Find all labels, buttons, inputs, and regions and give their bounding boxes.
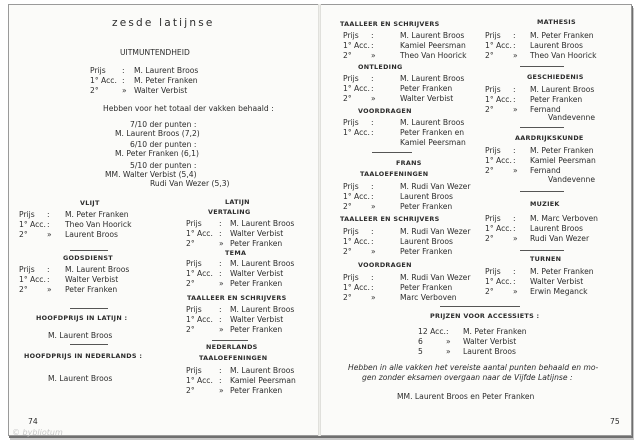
award-label: 1° Acc. bbox=[19, 275, 46, 284]
award-name: Laurent Broos bbox=[400, 192, 453, 201]
award-name: Kamiel Peersman bbox=[400, 138, 466, 147]
award-name: Peter Franken bbox=[230, 279, 283, 288]
section-divider bbox=[520, 250, 564, 251]
award-name: M. Peter Franken bbox=[530, 31, 594, 40]
award-separator: : bbox=[47, 275, 50, 284]
award-separator: » bbox=[219, 386, 224, 395]
award-name: Theo Van Hoorick bbox=[400, 51, 467, 60]
award-label: Prijs bbox=[343, 227, 359, 236]
award-name: Laurent Broos bbox=[400, 237, 453, 246]
subheading-ontleding: ONTLEDING bbox=[358, 63, 403, 71]
award-separator: » bbox=[371, 293, 376, 302]
award-separator: : bbox=[371, 192, 374, 201]
award-label: 1° Acc. bbox=[485, 41, 512, 50]
page-number-left: 74 bbox=[28, 417, 38, 426]
section-divider bbox=[70, 344, 108, 345]
award-label: 1° Acc. bbox=[343, 283, 370, 292]
award-name: M. Peter Franken bbox=[530, 267, 594, 276]
award-separator: » bbox=[513, 51, 518, 60]
award-separator: : bbox=[513, 41, 516, 50]
section-heading-nederlands: NEDERLANDS bbox=[206, 343, 258, 351]
award-label: Prijs bbox=[485, 31, 501, 40]
section-divider bbox=[520, 127, 564, 128]
award-separator: : bbox=[47, 210, 50, 219]
award-name: Peter Franken bbox=[400, 202, 453, 211]
subheading-voordragen: VOORDRAGEN bbox=[358, 107, 412, 115]
award-separator: : bbox=[371, 182, 374, 191]
section-divider bbox=[70, 250, 108, 251]
award-separator: » bbox=[513, 287, 518, 296]
award-label: Prijs bbox=[186, 219, 202, 228]
award-name: Theo Van Hoorick bbox=[530, 51, 597, 60]
award-label: 1° Acc. bbox=[19, 220, 46, 229]
subheading-voordragen: VOORDRAGEN bbox=[358, 261, 412, 269]
score-line: 7/10 der punten : bbox=[130, 120, 197, 129]
award-label: Prijs bbox=[186, 305, 202, 314]
section-divider bbox=[520, 191, 564, 192]
award-name: Walter Verbist bbox=[530, 277, 584, 286]
award-name: Peter Franken bbox=[65, 285, 118, 294]
award-label: 2° bbox=[19, 285, 28, 294]
section-heading-frans: FRANS bbox=[396, 159, 422, 167]
award-separator: » bbox=[513, 105, 518, 114]
award-separator: : bbox=[513, 156, 516, 165]
award-separator: » bbox=[47, 230, 52, 239]
section-heading-aardrijkskunde: AARDRIJKSKUNDE bbox=[515, 134, 584, 142]
award-name: M. Rudi Van Wezer bbox=[400, 227, 471, 236]
award-name: M. Laurent Broos bbox=[230, 219, 295, 228]
award-label: Prijs bbox=[343, 182, 359, 191]
award-separator: » bbox=[219, 325, 224, 334]
award-label: 2° bbox=[343, 51, 352, 60]
award-label: 1° Acc. bbox=[186, 229, 213, 238]
award-label: 2° bbox=[485, 51, 494, 60]
award-label: 2° bbox=[343, 94, 352, 103]
section-heading-hoofdprijs-latijn: HOOFDPRIJS IN LATIJN : bbox=[36, 314, 128, 322]
award-separator: : bbox=[219, 366, 222, 375]
award-label: 2° bbox=[343, 202, 352, 211]
award-name: Walter Verbist bbox=[400, 94, 454, 103]
award-separator: : bbox=[219, 219, 222, 228]
award-name: M. Peter Franken bbox=[463, 327, 527, 336]
award-separator: : bbox=[513, 31, 516, 40]
award-separator: : bbox=[371, 118, 374, 127]
score-line: M. Peter Franken (6,1) bbox=[115, 149, 199, 158]
award-name: M. Laurent Broos bbox=[48, 331, 113, 340]
page-title: zesde latijnse bbox=[112, 17, 215, 29]
award-label: 1° Acc. bbox=[186, 269, 213, 278]
subheading-taalleer: TAALLEER EN SCHRIJVERS bbox=[187, 294, 287, 302]
section-heading-uitmuntendheid: UITMUNTENDHEID bbox=[120, 48, 190, 57]
section-heading-turnen: TURNEN bbox=[530, 255, 562, 263]
section-heading-godsdienst: GODSDIENST bbox=[63, 254, 113, 262]
award-name: M. Rudi Van Wezer bbox=[400, 182, 471, 191]
award-label: Prijs bbox=[343, 273, 359, 282]
award-name: Kamiel Peersman bbox=[400, 41, 466, 50]
award-label: 2° bbox=[485, 287, 494, 296]
section-divider bbox=[440, 306, 520, 307]
award-separator: » bbox=[446, 347, 451, 356]
section-divider bbox=[212, 340, 248, 341]
award-name: Theo Van Hoorick bbox=[65, 220, 132, 229]
award-label: Prijs bbox=[90, 66, 106, 75]
award-separator: : bbox=[219, 229, 222, 238]
award-name: M. Laurent Broos bbox=[230, 259, 295, 268]
award-label: 1° Acc. bbox=[485, 156, 512, 165]
award-label: 2° bbox=[186, 386, 195, 395]
award-separator: : bbox=[513, 277, 516, 286]
award-name: Laurent Broos bbox=[530, 41, 583, 50]
award-label: 1° Acc. bbox=[343, 84, 370, 93]
subheading-taalleer-schrijvers: TAALLEER EN SCHRIJVERS bbox=[340, 215, 440, 223]
award-separator: » bbox=[371, 51, 376, 60]
section-heading-geschiedenis: GESCHIEDENIS bbox=[527, 73, 584, 81]
section-heading-latijn: LATIJN bbox=[225, 198, 250, 206]
award-separator: » bbox=[371, 247, 376, 256]
award-name: Peter Franken bbox=[400, 247, 453, 256]
award-label: Prijs bbox=[343, 74, 359, 83]
award-name: M. Marc Verboven bbox=[530, 214, 598, 223]
award-separator: : bbox=[371, 74, 374, 83]
watermark: © bybliotum bbox=[12, 428, 63, 437]
award-label: 1° Acc. bbox=[186, 376, 213, 385]
total-sentence: Hebben voor het totaal der vakken behaald : bbox=[103, 104, 274, 113]
award-label: Prijs bbox=[343, 31, 359, 40]
score-line: M. Laurent Broos (7,2) bbox=[115, 129, 200, 138]
award-name: Walter Verbist bbox=[463, 337, 517, 346]
award-label: 1° Acc. bbox=[343, 237, 370, 246]
award-separator: : bbox=[513, 146, 516, 155]
award-separator: : bbox=[122, 76, 125, 85]
award-name: M. Rudi Van Wezer bbox=[400, 273, 471, 282]
award-name: Peter Franken bbox=[230, 239, 283, 248]
award-separator: » bbox=[371, 202, 376, 211]
score-line: 5/10 der punten : bbox=[130, 161, 197, 170]
award-label: 1° Acc. bbox=[186, 315, 213, 324]
award-label: 2° bbox=[485, 105, 494, 114]
subheading-taalleer-schrijvers: TAALLEER EN SCHRIJVERS bbox=[340, 20, 440, 28]
award-label: 2° bbox=[343, 247, 352, 256]
award-name: Fernand bbox=[530, 166, 561, 175]
award-name: Laurent Broos bbox=[530, 224, 583, 233]
award-separator: : bbox=[371, 41, 374, 50]
award-separator: : bbox=[371, 31, 374, 40]
award-separator: : bbox=[513, 95, 516, 104]
award-separator: » bbox=[47, 285, 52, 294]
award-label: 2° bbox=[186, 239, 195, 248]
award-name: M. Peter Franken bbox=[530, 146, 594, 155]
section-heading-mathesis: MATHESIS bbox=[537, 18, 576, 26]
award-name: M. Laurent Broos bbox=[400, 31, 465, 40]
award-name: Walter Verbist bbox=[134, 86, 188, 95]
award-name: Peter Franken bbox=[400, 283, 453, 292]
award-name: M. Peter Franken bbox=[65, 210, 129, 219]
subheading-vertaling: VERTALING bbox=[208, 208, 251, 216]
award-separator: : bbox=[513, 224, 516, 233]
section-divider bbox=[520, 66, 564, 67]
award-name: Walter Verbist bbox=[230, 229, 284, 238]
award-name: M. Laurent Broos bbox=[530, 85, 595, 94]
award-name: Rudi Van Wezer bbox=[530, 234, 590, 243]
closing-sentence: Hebben in alle vakken het vereiste aantal punten behaald en mo- bbox=[348, 363, 599, 372]
section-heading-accessiets: PRIJZEN VOOR ACCESSIETS : bbox=[430, 312, 540, 320]
award-name: Laurent Broos bbox=[463, 347, 516, 356]
award-separator: : bbox=[371, 283, 374, 292]
award-name: M. Laurent Broos bbox=[48, 374, 113, 383]
award-label: Prijs bbox=[485, 146, 501, 155]
award-label: 1° Acc. bbox=[485, 95, 512, 104]
award-name: M. Laurent Broos bbox=[400, 74, 465, 83]
award-separator: : bbox=[513, 214, 516, 223]
award-name: M. Laurent Broos bbox=[230, 305, 295, 314]
section-heading-vlijt: VLIJT bbox=[80, 199, 100, 207]
award-name: Walter Verbist bbox=[230, 315, 284, 324]
award-name: M. Peter Franken bbox=[134, 76, 198, 85]
award-label: Prijs bbox=[485, 214, 501, 223]
award-label: 1° Acc. bbox=[343, 41, 370, 50]
award-separator: : bbox=[371, 128, 374, 137]
award-separator: » bbox=[219, 279, 224, 288]
award-separator: » bbox=[446, 337, 451, 346]
award-separator: » bbox=[219, 239, 224, 248]
award-label: 5 bbox=[418, 347, 423, 356]
award-name: Kamiel Peersman bbox=[230, 376, 296, 385]
award-name: M. Laurent Broos bbox=[134, 66, 199, 75]
award-name-continued: Vandevenne bbox=[548, 175, 596, 184]
award-name: Peter Franken en bbox=[400, 128, 465, 137]
award-label: Prijs bbox=[19, 210, 35, 219]
award-name: Walter Verbist bbox=[230, 269, 284, 278]
award-label: Prijs bbox=[186, 259, 202, 268]
subheading-taaloefeningen: TAALOEFENINGEN bbox=[360, 170, 429, 178]
award-label: 6 bbox=[418, 337, 423, 346]
award-separator: : bbox=[219, 305, 222, 314]
closing-sentence: gen zonder eksamen overgaan naar de Vijfde Latijnse : bbox=[362, 373, 573, 382]
section-heading-muziek: MUZIEK bbox=[530, 200, 560, 208]
award-label: 1° Acc. bbox=[485, 277, 512, 286]
award-separator: » bbox=[371, 94, 376, 103]
award-separator: : bbox=[47, 220, 50, 229]
award-label: Prijs bbox=[485, 85, 501, 94]
award-separator: : bbox=[371, 237, 374, 246]
award-separator: : bbox=[219, 315, 222, 324]
section-divider bbox=[70, 308, 108, 309]
award-name: Fernand bbox=[530, 105, 561, 114]
award-separator: » bbox=[513, 166, 518, 175]
award-separator: » bbox=[122, 86, 127, 95]
award-separator: : bbox=[219, 259, 222, 268]
award-separator: : bbox=[371, 84, 374, 93]
award-label: Prijs bbox=[19, 265, 35, 274]
award-separator: : bbox=[513, 85, 516, 94]
section-divider bbox=[372, 152, 412, 153]
award-label: 1° Acc. bbox=[485, 224, 512, 233]
subheading-taaloefeningen: TAALOEFENINGEN bbox=[199, 354, 268, 362]
award-label: 1° Acc. bbox=[343, 192, 370, 201]
award-label: Prijs bbox=[343, 118, 359, 127]
award-label: 1° Acc. bbox=[343, 128, 370, 137]
award-name: Peter Franken bbox=[400, 84, 453, 93]
award-name: Marc Verboven bbox=[400, 293, 457, 302]
award-label: 1° Acc. bbox=[90, 76, 117, 85]
award-label: 12 Acc. bbox=[418, 327, 446, 336]
award-name: M. Laurent Broos bbox=[230, 366, 295, 375]
award-name: Walter Verbist bbox=[65, 275, 119, 284]
page-fold bbox=[318, 4, 321, 436]
award-label: 2° bbox=[186, 325, 195, 334]
award-name: Peter Franken bbox=[230, 325, 283, 334]
score-line: 6/10 der punten : bbox=[130, 140, 197, 149]
award-separator: : bbox=[371, 273, 374, 282]
closing-names: MM. Laurent Broos en Peter Franken bbox=[397, 392, 535, 401]
award-label: Prijs bbox=[485, 267, 501, 276]
score-line: Rudi Van Wezer (5,3) bbox=[150, 179, 230, 188]
award-separator: : bbox=[513, 267, 516, 276]
section-heading-hoofdprijs-nederlands: HOOFDPRIJS IN NEDERLANDS : bbox=[24, 352, 143, 360]
score-line: MM. Walter Verbist (5,4) bbox=[105, 170, 197, 179]
award-separator: : bbox=[47, 265, 50, 274]
award-separator: » bbox=[513, 234, 518, 243]
award-separator: : bbox=[446, 327, 449, 336]
award-name: M. Laurent Broos bbox=[65, 265, 130, 274]
award-label: 2° bbox=[186, 279, 195, 288]
award-label: 2° bbox=[19, 230, 28, 239]
award-name: Laurent Broos bbox=[65, 230, 118, 239]
award-separator: : bbox=[122, 66, 125, 75]
award-label: 2° bbox=[485, 166, 494, 175]
award-separator: : bbox=[219, 269, 222, 278]
award-label: 2° bbox=[90, 86, 99, 95]
award-name-continued: Vandevenne bbox=[548, 113, 596, 122]
award-name: M. Laurent Broos bbox=[400, 118, 465, 127]
award-name: Erwin Meganck bbox=[530, 287, 588, 296]
subheading-tema: TEMA bbox=[225, 249, 247, 257]
page-number-right: 75 bbox=[610, 417, 620, 426]
award-name: Kamiel Peersman bbox=[530, 156, 596, 165]
award-name: Peter Franken bbox=[530, 95, 583, 104]
award-label: 2° bbox=[343, 293, 352, 302]
award-label: 2° bbox=[485, 234, 494, 243]
award-separator: : bbox=[371, 227, 374, 236]
award-label: Prijs bbox=[186, 366, 202, 375]
award-name: Peter Franken bbox=[230, 386, 283, 395]
award-separator: : bbox=[219, 376, 222, 385]
